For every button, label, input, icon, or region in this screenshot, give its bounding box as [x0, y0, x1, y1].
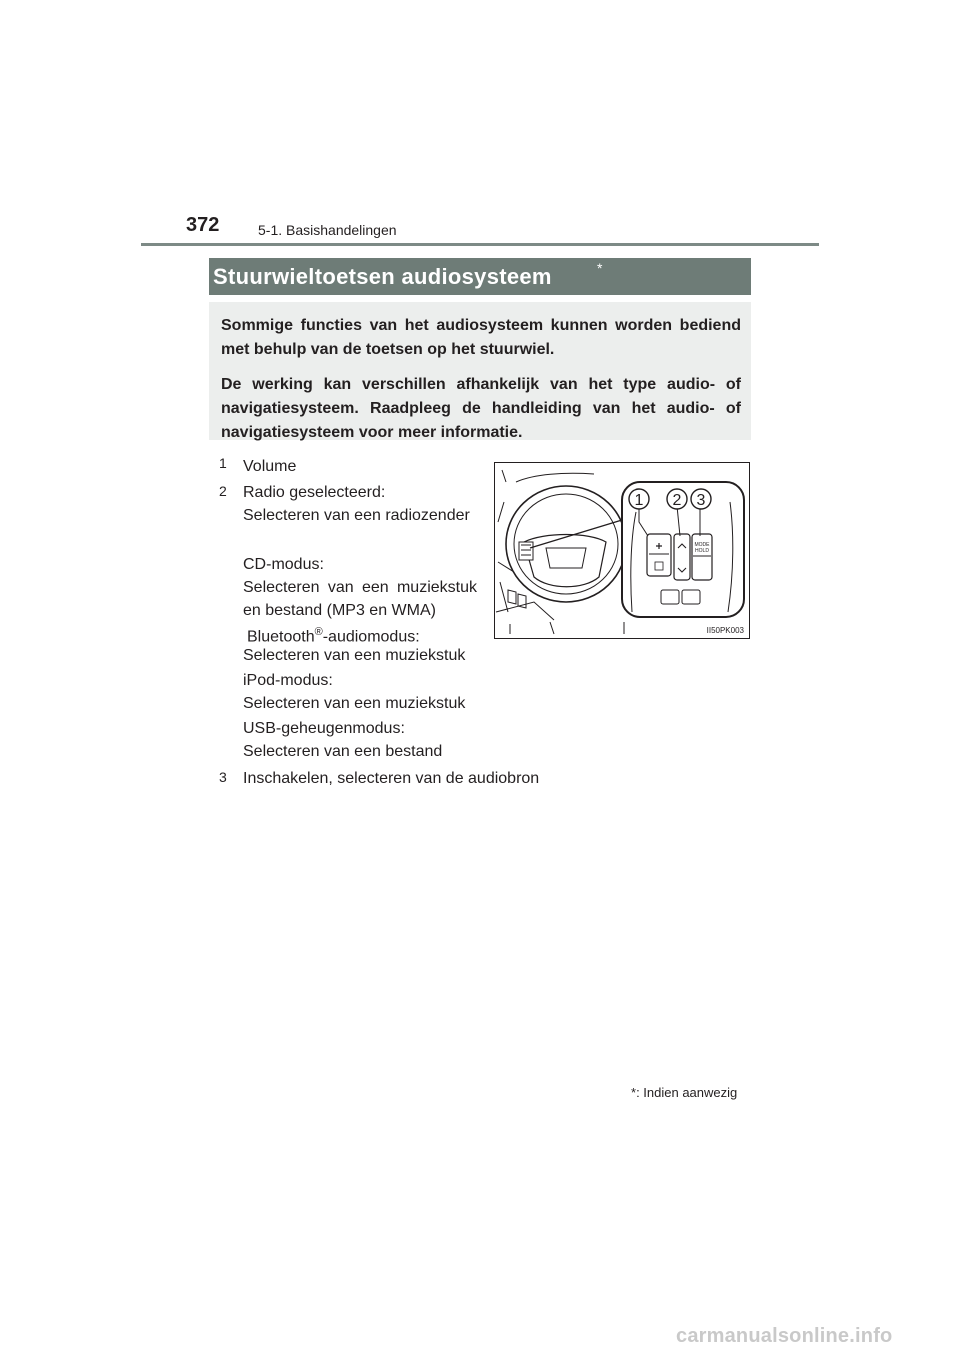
usb-mode-label: USB-geheugenmodus:: [243, 720, 405, 737]
footnote: [631, 1085, 737, 1100]
item-1-text: Volume: [243, 458, 297, 475]
intro-paragraph-1: Sommige functies van het audiosysteem kunnen worden bediend met behulp van de toetsen op het stuurwiel.: [221, 317, 741, 358]
title-footnote-mark: *: [597, 260, 603, 276]
intro-box: [209, 302, 751, 440]
page-title: Stuurwieltoetsen audiosysteem: [213, 264, 552, 289]
callout-3: 3: [696, 492, 706, 509]
bluetooth-mode-suffix: -audiomodus:: [322, 628, 420, 646]
page-number: 372: [186, 214, 220, 236]
mode-button-label: MODE: [694, 542, 710, 548]
radio-mode-desc: Selecteren van een radiozender: [243, 507, 470, 524]
callout-1: 1: [634, 492, 644, 509]
bluetooth-mode-desc: Selecteren van een muziekstuk: [243, 647, 466, 664]
steering-wheel-illustration: [494, 462, 750, 639]
figure-code: II50PK003: [706, 626, 744, 635]
item-number-3: 3: [219, 769, 227, 785]
steering-wheel-drawing: [494, 462, 750, 639]
footnote-mark: *: [631, 1085, 637, 1100]
footnote-text: : Indien aanwezig: [636, 1085, 738, 1100]
section-heading: 5-1. Basishandelingen: [258, 222, 397, 238]
title-bar: [209, 258, 751, 295]
item-3-text: Inschakelen, selecteren van de audiobron: [243, 770, 540, 787]
hold-button-label: HOLD: [695, 548, 709, 554]
intro-paragraph-2: De werking kan verschillen afhankelijk van het type audio- of navigatiesysteem. Raadpleeg de handleiding van het audio- of navigatiesysteem voor meer informatie.: [221, 376, 741, 441]
cd-mode-desc: Selecteren van een muziekstuk en bestand (MP3 en WMA): [243, 579, 477, 619]
item-number-2: 2: [219, 483, 227, 499]
cd-mode-label: CD-modus:: [243, 556, 324, 573]
radio-mode-label: Radio geselecteerd:: [243, 484, 386, 501]
header-rule: [141, 243, 819, 246]
ipod-mode-desc: Selecteren van een muziekstuk: [243, 695, 466, 712]
registered-mark: ®: [314, 626, 323, 638]
bluetooth-word: Bluetooth: [247, 628, 315, 646]
callout-2: 2: [672, 492, 682, 509]
watermark: carmanualsonline.info: [676, 1325, 893, 1347]
item-number-1: 1: [219, 455, 227, 471]
ipod-mode-label: iPod-modus:: [243, 672, 333, 689]
usb-mode-desc: Selecteren van een bestand: [243, 743, 443, 760]
